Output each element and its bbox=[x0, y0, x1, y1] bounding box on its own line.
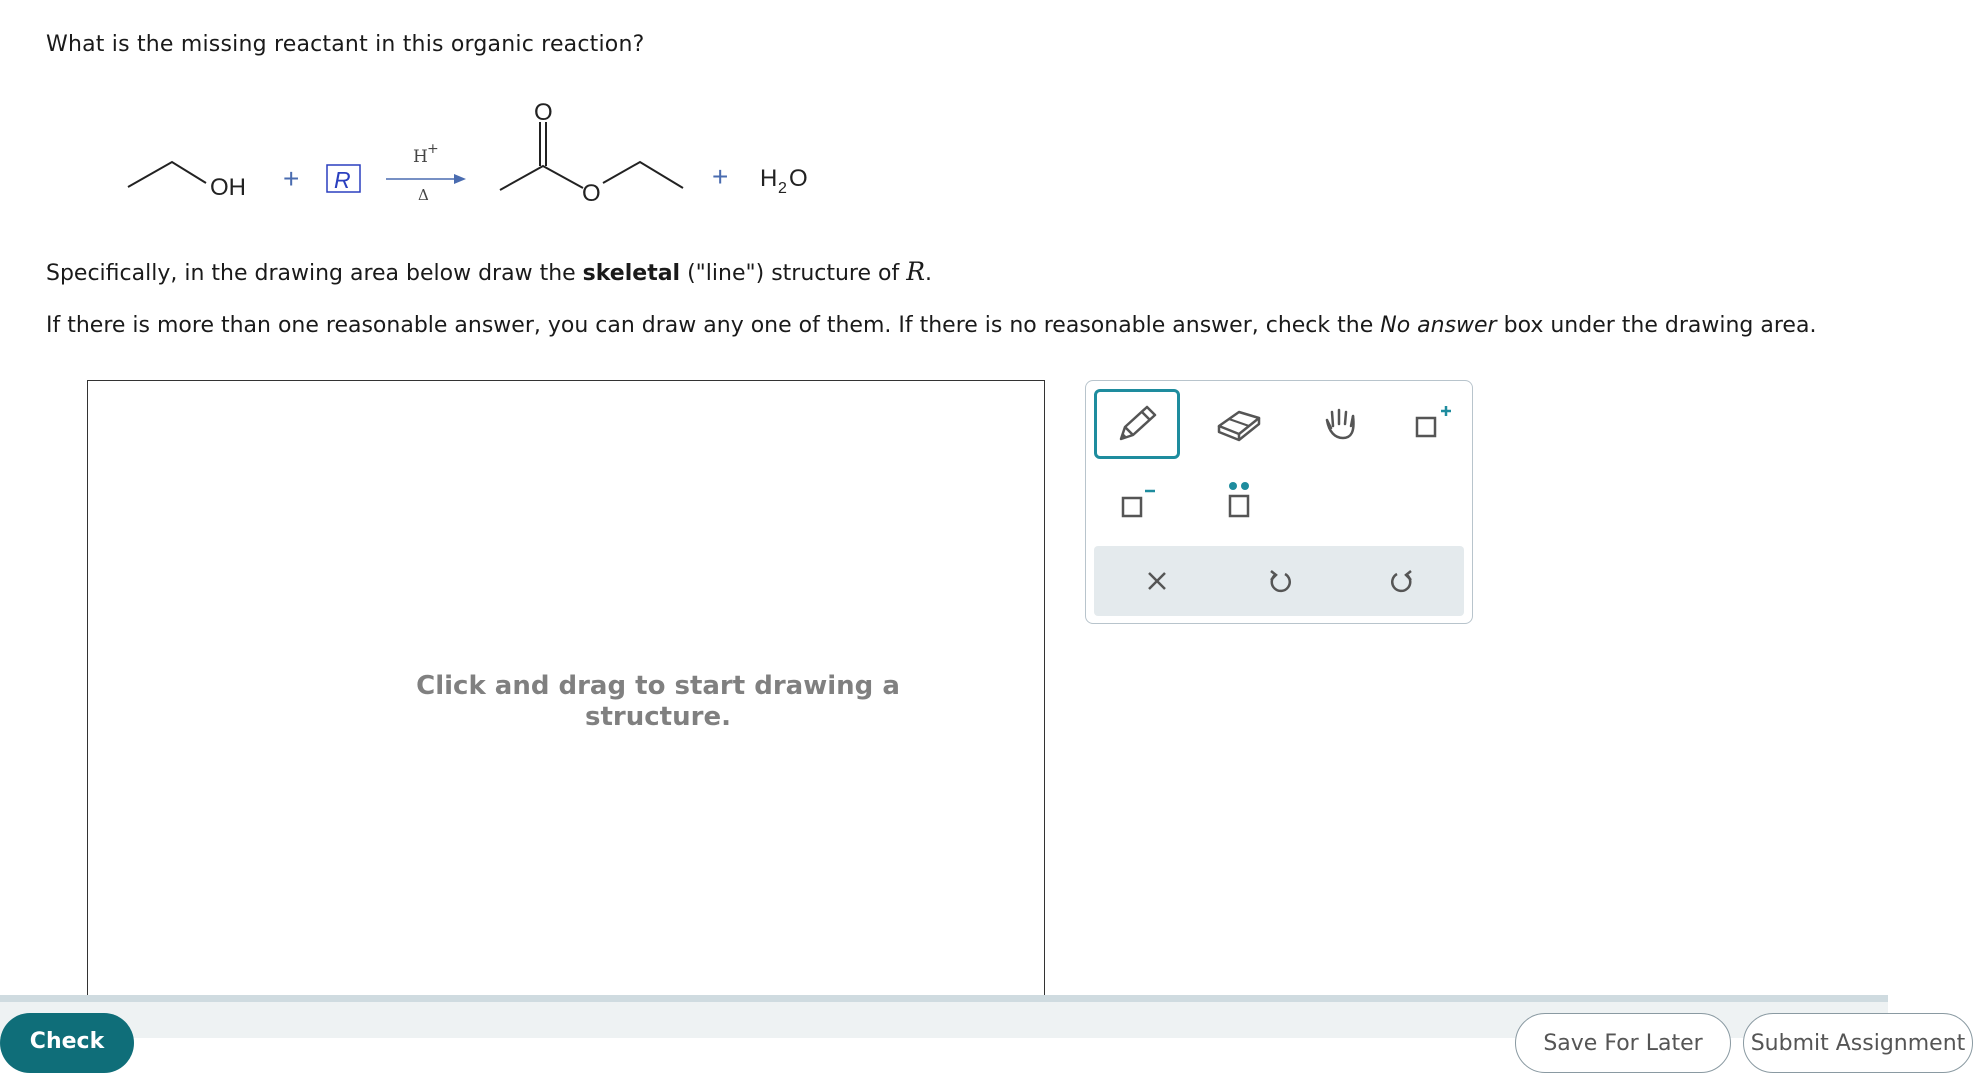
clear-icon bbox=[1144, 568, 1170, 594]
heat-label: Δ bbox=[418, 186, 429, 204]
action-bar bbox=[1094, 546, 1464, 616]
carbonyl-oxygen: O bbox=[534, 99, 553, 126]
instr2-end: box under the drawing area. bbox=[1496, 313, 1817, 338]
redo-button[interactable] bbox=[1379, 558, 1425, 604]
reaction-arrow-head bbox=[454, 174, 466, 184]
eraser-icon bbox=[1213, 404, 1265, 444]
redo-icon bbox=[1388, 567, 1416, 595]
pencil-tool[interactable] bbox=[1094, 389, 1180, 459]
instr2-ital: No answer bbox=[1380, 313, 1497, 338]
instr1-mid: ("line") structure of bbox=[680, 261, 907, 286]
canvas-hint: Click and drag to start drawing a structure. bbox=[416, 671, 900, 732]
instruction-line-2 bbox=[46, 313, 1816, 338]
instr2-pre: If there is more than one reasonable answer, you can draw any one of them. If there is no reasonable answer, check the bbox=[46, 313, 1381, 338]
hand-icon bbox=[1319, 402, 1363, 446]
hand-tool[interactable] bbox=[1298, 389, 1384, 459]
lone-pair-icon bbox=[1217, 478, 1261, 526]
ethanol-skeleton bbox=[128, 162, 206, 187]
instr1-bold: skeletal bbox=[582, 261, 681, 286]
instr1-pre: Specifically, in the drawing area below draw the bbox=[46, 261, 583, 286]
undo-icon bbox=[1266, 567, 1294, 595]
submit-assignment-button[interactable]: Submit Assignment bbox=[1743, 1013, 1973, 1073]
plus-sign-2: + bbox=[712, 161, 729, 192]
instr1-var: R bbox=[906, 257, 926, 286]
undo-button[interactable] bbox=[1257, 558, 1303, 604]
ester-skeleton-right bbox=[603, 162, 683, 188]
catalyst-label: H bbox=[413, 147, 428, 167]
ester-skeleton-left bbox=[500, 166, 583, 190]
negative-charge-tool[interactable] bbox=[1094, 467, 1180, 537]
eraser-tool[interactable] bbox=[1196, 389, 1282, 459]
negative-charge-icon bbox=[1115, 480, 1159, 524]
catalyst-charge: + bbox=[427, 141, 439, 157]
unknown-r-label: R bbox=[334, 167, 351, 193]
ether-oxygen: O bbox=[582, 180, 601, 207]
save-for-later-button[interactable]: Save For Later bbox=[1515, 1013, 1731, 1073]
clear-button[interactable] bbox=[1134, 558, 1180, 604]
question-text: What is the missing reactant in this organic reaction? bbox=[46, 32, 645, 57]
check-button[interactable]: Check bbox=[0, 1013, 134, 1073]
instr1-end: . bbox=[925, 261, 933, 286]
water-o: O bbox=[789, 165, 808, 192]
water-subscript: 2 bbox=[778, 180, 787, 197]
reaction-scheme bbox=[0, 80, 900, 240]
instruction-line-1 bbox=[46, 257, 932, 286]
water-h: H bbox=[760, 165, 778, 192]
reactant-oh: OH bbox=[210, 174, 246, 201]
pencil-icon bbox=[1113, 401, 1161, 447]
lone-pair-tool[interactable] bbox=[1196, 467, 1282, 537]
drawing-canvas[interactable] bbox=[87, 380, 1045, 1005]
plus-sign-1: + bbox=[283, 163, 300, 194]
drawing-toolbar bbox=[1085, 380, 1473, 624]
positive-charge-tool[interactable] bbox=[1400, 389, 1466, 459]
positive-charge-icon bbox=[1411, 402, 1455, 446]
